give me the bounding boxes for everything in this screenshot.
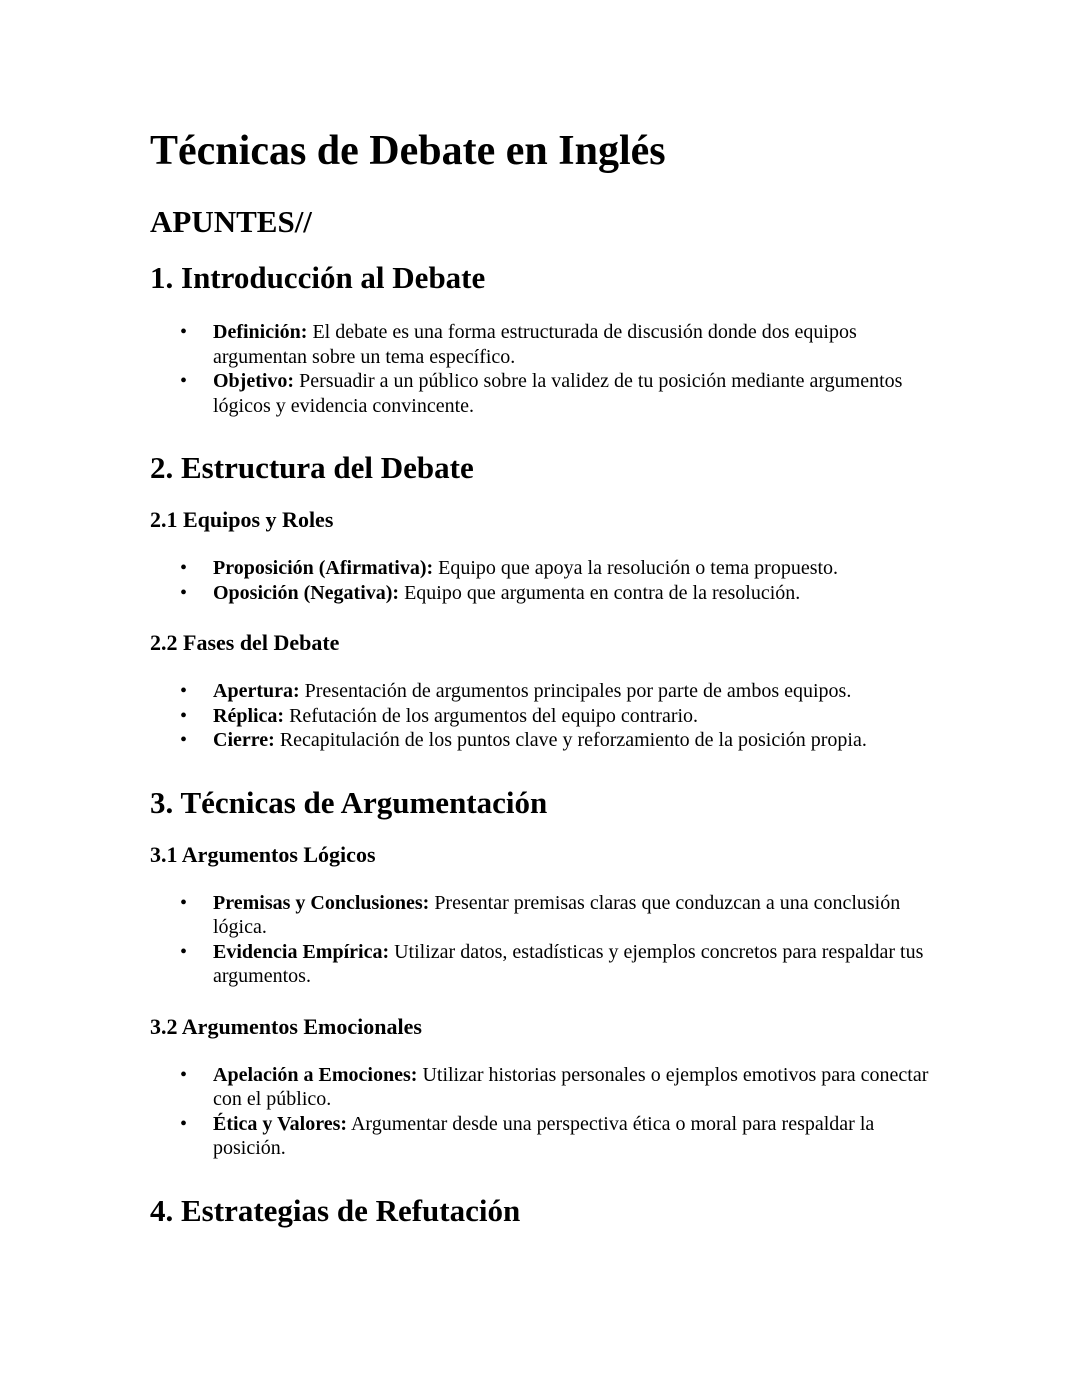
list-item-text: Refutación de los argumentos del equipo contrario.: [284, 704, 699, 727]
list-fases: [150, 679, 950, 753]
list-item-text: Recapitulación de los puntos clave y reforzamiento de la posición propia.: [274, 729, 867, 751]
list-item-term: Proposición (Afirmativa):: [213, 557, 434, 579]
list-item-term: Evidencia Empírica:: [213, 940, 390, 963]
list-item: [150, 1063, 950, 1112]
list-emocionales: [150, 1063, 950, 1161]
document-page: [150, 122, 950, 1253]
subsection-heading-fases: 2.2 Fases del Debate: [150, 630, 340, 655]
list-logicos: [150, 891, 950, 989]
section-heading-refutacion: 4. Estrategias de Refutación: [150, 1192, 521, 1228]
list-item-term: Apertura:: [213, 680, 300, 702]
list-item-text: Equipo que apoya la resolución o tema propuesto.: [433, 557, 839, 579]
list-item: [150, 581, 950, 606]
list-equipos: [150, 556, 950, 605]
notes-label: APUNTES//: [150, 204, 312, 239]
subsection-heading-equipos: 2.1 Equipos y Roles: [150, 507, 334, 532]
list-item-text: Persuadir a un público sobre la validez de tu posición mediante argumentos lógicos y evidencia convincente.: [213, 370, 903, 417]
list-item-term: Réplica:: [213, 704, 285, 727]
list-item: [150, 679, 950, 704]
section-heading-estructura: 2. Estructura del Debate: [150, 450, 474, 485]
list-item-term: Objetivo:: [213, 370, 295, 392]
list-item-text: El debate es una forma estructurada de discusión donde dos equipos argumentan sobre un tema específico.: [213, 321, 857, 368]
list-item-term: Apelación a Emociones:: [213, 1063, 418, 1086]
section-heading-introduccion: 1. Introducción al Debate: [150, 260, 486, 295]
list-introduccion: [150, 320, 950, 418]
subsection-heading-emocionales: 3.2 Argumentos Emocionales: [150, 1013, 422, 1039]
list-item-term: Definición:: [213, 321, 308, 343]
list-item: [150, 704, 950, 729]
list-item: [150, 369, 950, 418]
list-item: [150, 1112, 950, 1161]
list-item-text: Argumentar desde una perspectiva ética o moral para respaldar la posición.: [213, 1112, 875, 1159]
list-item-text: Utilizar datos, estadísticas y ejemplos concretos para respaldar tus argumentos.: [213, 940, 924, 987]
subsection-heading-logicos: 3.1 Argumentos Lógicos: [150, 841, 376, 867]
list-item-text: Utilizar historias personales o ejemplos emotivos para conectar con el público.: [213, 1063, 929, 1110]
section-heading-tecnicas: 3. Técnicas de Argumentación: [150, 784, 548, 820]
list-item-term: Ética y Valores:: [213, 1112, 348, 1135]
list-item: [150, 728, 950, 753]
list-item-text: Presentar premisas claras que conduzcan a una conclusión lógica.: [213, 891, 901, 938]
list-item: [150, 940, 950, 989]
list-item: [150, 556, 950, 581]
list-item-term: Premisas y Conclusiones:: [213, 891, 430, 914]
list-item: [150, 891, 950, 940]
list-item-text: Presentación de argumentos principales por parte de ambos equipos.: [299, 680, 852, 702]
list-item: [150, 320, 950, 369]
list-item-text: Equipo que argumenta en contra de la resolución.: [399, 581, 801, 604]
list-item-term: Cierre:: [213, 729, 275, 751]
list-item-term: Oposición (Negativa):: [213, 581, 400, 604]
document-title: Técnicas de Debate en Inglés: [150, 128, 666, 174]
